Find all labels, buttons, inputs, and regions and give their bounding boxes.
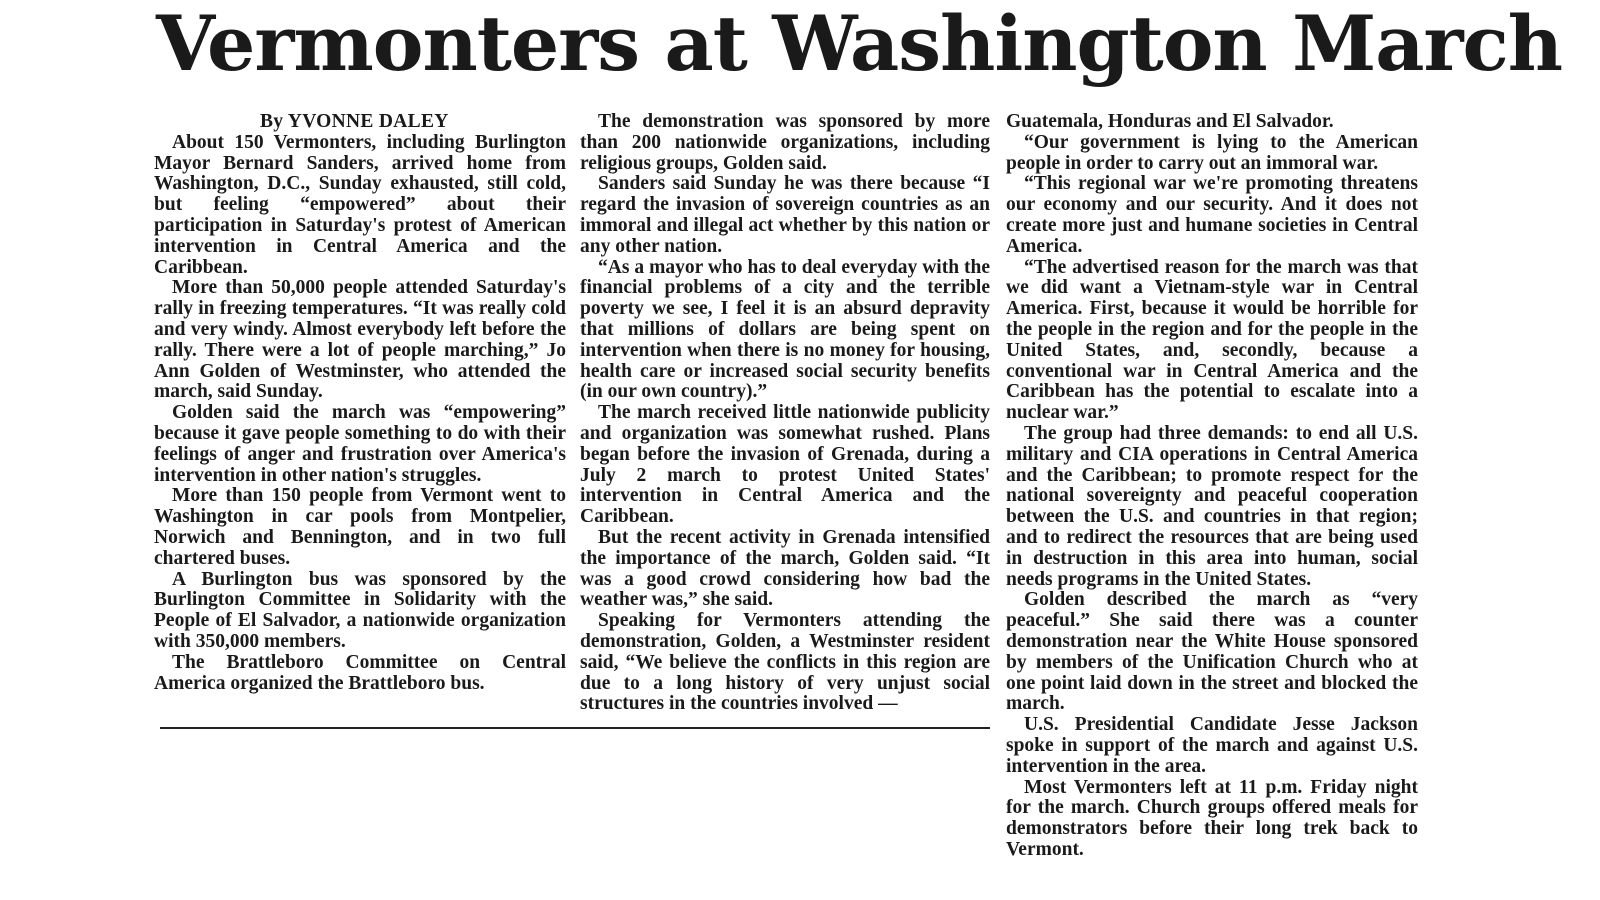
paragraph: About 150 Vermonters, including Burlington Mayor Bernard Sanders, arrived home from Washington, D.C., Sunday exhausted, still cold, but feeling “empowered” about their participation in Saturday's protest of American intervention in Central America and the Caribbean. [154,131,566,278]
paragraph: “Our government is lying to the American people in order to carry out an immoral war. [1006,131,1418,174]
paragraph: Sanders said Sunday he was there because “I regard the invasion of sovereign countries as an immoral and illegal act whether by this nation or any other nation. [580,173,990,257]
article-column-3 [1006,112,1418,861]
paragraph-continuation: Guatemala, Honduras and El Salvador. [1006,111,1334,132]
paragraph: The Brattleboro Committee on Central America organized the Brattleboro bus. [154,651,566,694]
paragraph: U.S. Presidential Candidate Jesse Jackson spoke in support of the march and against U.S. intervention in the area. [1006,714,1418,777]
paragraph: “The advertised reason for the march was that we did want a Vietnam-style war in Central America. First, because it would be horrible for the people in the region and for the people in the United States, and, secondly, because a conventional war in Central America and the Caribbean has the potential to escalate into a nuclear war.” [1006,256,1418,424]
paragraph: More than 50,000 people attended Saturday's rally in freezing temperatures. “It was really cold and very windy. Almost everybody left before the rally. There were a lot of people marching,” Jo Ann Golden of Westminster, who attended the march, said Sunday. [154,277,566,403]
paragraph: The demonstration was sponsored by more than 200 nationwide organizations, including religious groups, Golden said. [580,111,990,174]
column-divider-rule [160,727,990,729]
paragraph: Golden said the march was “empowering” because it gave people something to do with their feelings of anger and frustration over America's intervention in other nation's struggles. [154,402,566,486]
paragraph: The group had three demands: to end all U.S. military and CIA operations in Central America and the Caribbean; to promote respect for the national sovereignty and peaceful cooperation between the U.S. and countries in that region; and to redirect the resources that are being used in destruction in this area into human, social needs programs in the United States. [1006,422,1418,590]
paragraph: The march received little nationwide publicity and organization was somewhat rushed. Plans began before the invasion of Grenada, during a July 2 march to protest United States' intervention in Central America and the Caribbean. [580,402,990,528]
article-column-2 [580,112,990,715]
byline: By YVONNE DALEY [260,111,449,132]
paragraph: But the recent activity in Grenada intensified the importance of the march, Golden said. “It was a good crowd considering how bad the weather was,” she said. [580,526,990,611]
paragraph: “As a mayor who has to deal everyday with the financial problems of a city and the terrible poverty we see, I feel it is an absurd depravity that millions of dollars are being spent on intervention when there is no money for housing, health care or increased social security benefits (in our own country).” [580,256,990,403]
paragraph: “This regional war we're promoting threatens our economy and our security. And it does not create more just and humane societies in Central America. [1006,173,1418,257]
paragraph: More than 150 people from Vermont went to Washington in car pools from Montpelier, Norwich and Bennington, and in two full chartered buses. [154,485,566,569]
paragraph: Speaking for Vermonters attending the demonstration, Golden, a Westminster resident said, “We believe the conflicts in this region are due to a long history of very unjust social structures in the countries involved — [580,610,990,715]
paragraph: Golden described the march as “very peaceful.” She said there was a counter demonstration near the White House sponsored by members of the Unification Church who at one point laid down in the street and blocked the march. [1006,589,1418,715]
article-column-1 [154,112,566,694]
paragraph: Most Vermonters left at 11 p.m. Friday night for the march. Church groups offered meals for demonstrators before their long trek back to Vermont. [1006,776,1418,860]
paragraph: A Burlington bus was sponsored by the Burlington Committee in Solidarity with the People of El Salvador, a nationwide organization with 350,000 members. [154,568,566,652]
headline: Vermonters at Washington March [156,0,1563,88]
